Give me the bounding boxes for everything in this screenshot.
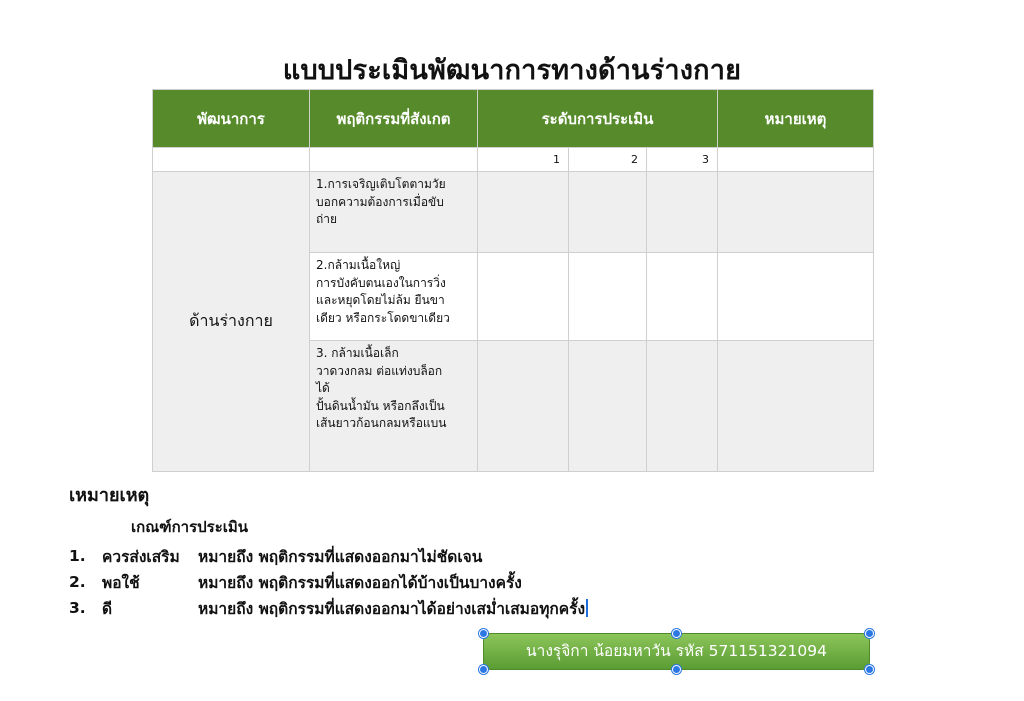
criteria-level: ดี (102, 599, 113, 618)
resize-handle-bottom[interactable] (672, 665, 681, 674)
resize-handle-bottom-left[interactable] (479, 665, 488, 674)
behavior-cell-1[interactable] (310, 172, 478, 253)
criteria-number: 1. (69, 547, 86, 565)
behavior-line: 2.กล้ามเนื้อใหญ่ (316, 258, 401, 272)
criteria-description: หมายถึง พฤติกรรมที่แสดงออกได้บ้างเป็นบางครั้ง (198, 573, 522, 592)
resize-handle-top[interactable] (672, 629, 681, 638)
criteria-item (69, 569, 588, 595)
table-cell[interactable] (153, 148, 310, 172)
table-row (153, 172, 874, 253)
score-cell[interactable] (569, 172, 647, 253)
behavior-line: เดียว หรือกระโดดขาเดียว (316, 310, 450, 325)
score-cell[interactable] (647, 172, 718, 253)
score-cell[interactable] (478, 341, 569, 472)
author-name-badge[interactable]: นางรุจิกา น้อยมหาวัน รหัส 571151321094 (483, 633, 870, 670)
assessment-table (152, 89, 874, 472)
resize-handle-bottom-right[interactable] (865, 665, 874, 674)
behavior-line: และหยุดโดยไม่ล้ม ยืนขา (316, 293, 445, 307)
criteria-description: หมายถึง พฤติกรรมที่แสดงออกมาไม่ชัดเจน (198, 547, 483, 566)
level-number-row (153, 148, 874, 172)
notes-section (69, 480, 588, 621)
table-cell[interactable] (310, 148, 478, 172)
score-cell[interactable] (647, 253, 718, 341)
behavior-line: ปั้นดินน้ำมัน หรือกลึงเป็น (316, 398, 445, 413)
header-development: พัฒนาการ (153, 90, 310, 148)
behavior-line: ได้ (316, 381, 330, 395)
text-cursor (586, 599, 588, 617)
behavior-line: วาดวงกลม ต่อแท่งบล็อก (316, 363, 443, 378)
remark-cell[interactable] (718, 172, 874, 253)
page-title: แบบประเมินพัฒนาการทางด้านร่างกาย (282, 55, 742, 86)
level-3-label[interactable]: 3 (647, 148, 718, 172)
notes-heading: เหมายเหตุ (69, 485, 150, 506)
header-remarks: หมายเหตุ (718, 90, 874, 148)
header-behavior: พฤติกรรมที่สังเกต (310, 90, 478, 148)
level-2-label[interactable]: 2 (569, 148, 647, 172)
score-cell[interactable] (569, 253, 647, 341)
criteria-level: ควรส่งเสริม (102, 547, 180, 566)
criteria-item (69, 543, 588, 569)
table-header-row (153, 90, 874, 148)
behavior-line: 3. กล้ามเนื้อเล็ก (316, 346, 399, 360)
score-cell[interactable] (569, 341, 647, 472)
level-1-label[interactable]: 1 (478, 148, 569, 172)
criteria-number: 3. (69, 599, 86, 617)
criteria-subheading: เกณฑ์การประเมิน (131, 518, 249, 536)
resize-handle-top-right[interactable] (865, 629, 874, 638)
criteria-level: พอใช้ (102, 573, 140, 592)
behavior-line: การบังคับตนเองในการวิ่ง (316, 275, 446, 290)
remark-cell[interactable] (718, 341, 874, 472)
remark-cell[interactable] (718, 253, 874, 341)
criteria-description: หมายถึง พฤติกรรมที่แสดงออกมาได้อย่างเสม่ำเสมอทุกครั้ง (198, 599, 586, 618)
author-shape-selected[interactable] (483, 633, 870, 670)
behavior-line: บอกความต้องการเมื่อขับ (316, 194, 444, 209)
behavior-line: เส้นยาวก้อนกลมหรือแบน (316, 416, 447, 430)
behavior-cell-2[interactable] (310, 253, 478, 341)
criteria-item (69, 595, 588, 621)
behavior-line: 1.การเจริญเติบโตตามวัย (316, 177, 446, 191)
resize-handle-top-left[interactable] (479, 629, 488, 638)
behavior-cell-3[interactable] (310, 341, 478, 472)
table-cell[interactable] (718, 148, 874, 172)
score-cell[interactable] (478, 253, 569, 341)
development-area-cell[interactable]: ด้านร่างกาย (153, 172, 310, 472)
header-assessment-level: ระดับการประเมิน (478, 90, 718, 148)
score-cell[interactable] (478, 172, 569, 253)
criteria-number: 2. (69, 573, 86, 591)
behavior-line: ถ่าย (316, 212, 338, 226)
score-cell[interactable] (647, 341, 718, 472)
